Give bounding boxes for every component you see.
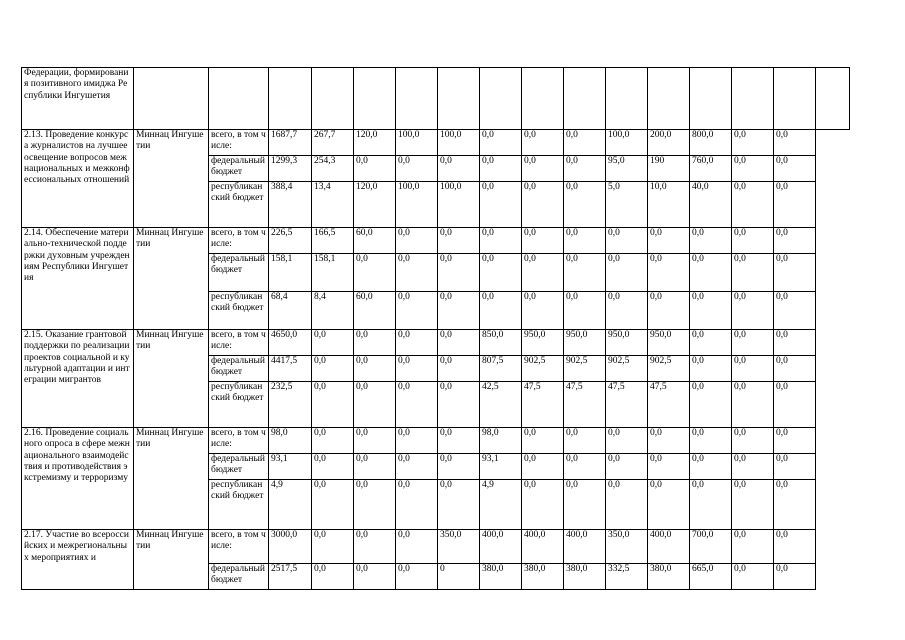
activity-name-cell: 2.13. Проведение конкурса журналистов на лучшее освещение вопросов межнациональных и межконфессиональных отношений — [22, 130, 134, 228]
value-cell: 350,0 — [606, 530, 648, 564]
value-cell: 388,4 — [269, 182, 312, 228]
value-cell — [732, 68, 774, 130]
value-cell: 0,0 — [396, 356, 438, 382]
value-cell: 0,0 — [648, 428, 690, 454]
value-cell: 0,0 — [648, 254, 690, 292]
value-cell: 0,0 — [354, 156, 396, 182]
value-cell: 0,0 — [438, 156, 480, 182]
value-cell: 0,0 — [438, 480, 480, 530]
value-cell: 2517,5 — [269, 564, 312, 590]
value-cell: 5,0 — [606, 182, 648, 228]
value-cell: 47,5 — [522, 382, 564, 428]
funding-source-cell: всего, в том числе: — [209, 428, 269, 454]
value-cell: 4,9 — [480, 480, 522, 530]
value-cell: 0,0 — [732, 254, 774, 292]
table-row — [22, 330, 850, 356]
funding-source-cell: республиканский бюджет — [209, 480, 269, 530]
value-cell — [438, 68, 480, 130]
value-cell: 60,0 — [354, 292, 396, 330]
value-cell: 400,0 — [480, 530, 522, 564]
value-cell: 0,0 — [312, 530, 354, 564]
value-cell: 0,0 — [732, 330, 774, 356]
value-cell — [312, 68, 354, 130]
value-cell: 0,0 — [774, 130, 816, 156]
value-cell: 0,0 — [522, 254, 564, 292]
executor-cell: Миннац Ингушетии — [134, 330, 209, 428]
value-cell: 232,5 — [269, 382, 312, 428]
value-cell: 0,0 — [438, 382, 480, 428]
value-cell: 0,0 — [774, 254, 816, 292]
value-cell: 0,0 — [396, 530, 438, 564]
table-row — [22, 228, 850, 254]
value-cell: 8,4 — [312, 292, 354, 330]
value-cell: 0,0 — [396, 330, 438, 356]
value-cell: 120,0 — [354, 182, 396, 228]
value-cell: 47,5 — [564, 382, 606, 428]
value-cell: 13,4 — [312, 182, 354, 228]
value-cell: 93,1 — [269, 454, 312, 480]
value-cell: 100,0 — [396, 130, 438, 156]
executor-cell: Миннац Ингушетии — [134, 530, 209, 590]
value-cell: 0,0 — [522, 130, 564, 156]
value-cell: 0,0 — [312, 382, 354, 428]
value-cell: 400,0 — [564, 530, 606, 564]
value-cell: 0,0 — [732, 228, 774, 254]
value-cell: 0,0 — [732, 156, 774, 182]
value-cell: 0,0 — [732, 292, 774, 330]
value-cell: 0 — [438, 564, 480, 590]
table-row — [22, 130, 850, 156]
value-cell: 0,0 — [564, 182, 606, 228]
value-cell: 100,0 — [438, 130, 480, 156]
value-cell: 950,0 — [606, 330, 648, 356]
value-cell: 0,0 — [774, 356, 816, 382]
funding-source-cell: федеральный бюджет — [209, 156, 269, 182]
value-cell: 380,0 — [480, 564, 522, 590]
value-cell: 42,5 — [480, 382, 522, 428]
funding-source-cell: республиканский бюджет — [209, 182, 269, 228]
value-cell: 0,0 — [438, 228, 480, 254]
value-cell — [522, 68, 564, 130]
value-cell: 0,0 — [480, 130, 522, 156]
value-cell: 1687,7 — [269, 130, 312, 156]
value-cell: 0,0 — [396, 454, 438, 480]
value-cell: 0,0 — [732, 564, 774, 590]
value-cell: 100,0 — [606, 130, 648, 156]
value-cell: 0,0 — [690, 330, 732, 356]
value-cell: 0,0 — [606, 228, 648, 254]
value-cell: 0,0 — [438, 356, 480, 382]
budget-table — [21, 67, 850, 590]
value-cell: 200,0 — [648, 130, 690, 156]
value-cell: 0,0 — [564, 130, 606, 156]
executor-cell: Миннац Ингушетии — [134, 130, 209, 228]
value-cell: 0,0 — [648, 292, 690, 330]
activity-name-cell: 2.15. Оказание грантовой поддержки по реализации проектов социальной и культурной адаптации и интеграции мигрантов — [22, 330, 134, 428]
value-cell: 190 — [648, 156, 690, 182]
value-cell: 380,0 — [648, 564, 690, 590]
value-cell: 0,0 — [354, 454, 396, 480]
value-cell: 0,0 — [522, 454, 564, 480]
value-cell: 226,5 — [269, 228, 312, 254]
value-cell: 0,0 — [354, 480, 396, 530]
value-cell: 902,5 — [606, 356, 648, 382]
value-cell: 902,5 — [648, 356, 690, 382]
value-cell: 68,4 — [269, 292, 312, 330]
value-cell — [816, 68, 850, 130]
value-cell: 0,0 — [774, 530, 816, 564]
value-cell: 400,0 — [522, 530, 564, 564]
value-cell: 0,0 — [480, 182, 522, 228]
value-cell: 950,0 — [564, 330, 606, 356]
value-cell: 850,0 — [480, 330, 522, 356]
value-cell: 4,9 — [269, 480, 312, 530]
value-cell: 98,0 — [480, 428, 522, 454]
value-cell: 350,0 — [438, 530, 480, 564]
funding-source-cell: всего, в том числе: — [209, 228, 269, 254]
value-cell: 665,0 — [690, 564, 732, 590]
value-cell: 100,0 — [438, 182, 480, 228]
value-cell: 158,1 — [312, 254, 354, 292]
value-cell: 0,0 — [732, 130, 774, 156]
value-cell: 0,0 — [480, 156, 522, 182]
value-cell: 4417,5 — [269, 356, 312, 382]
funding-source-cell: всего, в том числе: — [209, 330, 269, 356]
value-cell: 0,0 — [774, 156, 816, 182]
value-cell: 0,0 — [354, 330, 396, 356]
funding-source-cell: федеральный бюджет — [209, 356, 269, 382]
value-cell — [269, 68, 312, 130]
value-cell: 0,0 — [354, 530, 396, 564]
value-cell: 807,5 — [480, 356, 522, 382]
funding-source-cell: федеральный бюджет — [209, 254, 269, 292]
value-cell: 0,0 — [312, 330, 354, 356]
value-cell: 0,0 — [774, 292, 816, 330]
value-cell: 0,0 — [312, 564, 354, 590]
value-cell: 0,0 — [522, 292, 564, 330]
value-cell: 0,0 — [396, 156, 438, 182]
value-cell: 267,7 — [312, 130, 354, 156]
value-cell: 0,0 — [354, 356, 396, 382]
value-cell: 0,0 — [396, 428, 438, 454]
value-cell: 40,0 — [690, 182, 732, 228]
value-cell: 902,5 — [522, 356, 564, 382]
value-cell: 0,0 — [438, 428, 480, 454]
value-cell: 0,0 — [564, 228, 606, 254]
value-cell: 158,1 — [269, 254, 312, 292]
value-cell: 0,0 — [690, 292, 732, 330]
value-cell: 0,0 — [438, 254, 480, 292]
value-cell: 0,0 — [732, 356, 774, 382]
value-cell: 902,5 — [564, 356, 606, 382]
value-cell: 400,0 — [648, 530, 690, 564]
value-cell: 0,0 — [732, 454, 774, 480]
value-cell: 0,0 — [690, 480, 732, 530]
value-cell: 0,0 — [606, 454, 648, 480]
activity-name-cell: 2.16. Проведение социального опроса в сфере межнационального взаимодействия и противодействия экстремизму и терроризму — [22, 428, 134, 530]
value-cell: 0,0 — [732, 480, 774, 530]
value-cell: 0,0 — [438, 454, 480, 480]
value-cell: 0,0 — [522, 228, 564, 254]
value-cell — [690, 68, 732, 130]
value-cell: 1299,3 — [269, 156, 312, 182]
value-cell: 0,0 — [522, 428, 564, 454]
value-cell: 760,0 — [690, 156, 732, 182]
value-cell: 0,0 — [312, 428, 354, 454]
funding-source-cell: федеральный бюджет — [209, 454, 269, 480]
value-cell: 0,0 — [606, 480, 648, 530]
activity-name-cell: Федерации, формирования позитивного имиджа Республики Ингушетия — [22, 68, 134, 130]
value-cell: 47,5 — [648, 382, 690, 428]
value-cell: 166,5 — [312, 228, 354, 254]
activity-name-cell: 2.14. Обеспечение материально-технической поддержки духовным учреждениям Республики Ингушетия — [22, 228, 134, 330]
value-cell: 0,0 — [690, 454, 732, 480]
value-cell — [354, 68, 396, 130]
value-cell — [396, 68, 438, 130]
value-cell: 0,0 — [732, 382, 774, 428]
executor-cell: Миннац Ингушетии — [134, 428, 209, 530]
value-cell: 950,0 — [522, 330, 564, 356]
value-cell: 0,0 — [396, 382, 438, 428]
value-cell: 0,0 — [774, 182, 816, 228]
funding-source-cell: республиканский бюджет — [209, 382, 269, 428]
value-cell: 0,0 — [564, 292, 606, 330]
value-cell: 380,0 — [564, 564, 606, 590]
value-cell: 100,0 — [396, 182, 438, 228]
value-cell: 95,0 — [606, 156, 648, 182]
funding-source-cell: республиканский бюджет — [209, 292, 269, 330]
activity-name-cell: 2.17. Участие во всероссийских и межрегиональных мероприятиях и — [22, 530, 134, 590]
executor-cell — [134, 68, 209, 130]
table-row — [22, 530, 850, 564]
value-cell: 120,0 — [354, 130, 396, 156]
value-cell: 0,0 — [732, 428, 774, 454]
value-cell: 0,0 — [690, 254, 732, 292]
value-cell: 0,0 — [564, 428, 606, 454]
value-cell: 0,0 — [732, 182, 774, 228]
value-cell: 0,0 — [312, 454, 354, 480]
value-cell: 93,1 — [480, 454, 522, 480]
value-cell: 0,0 — [564, 254, 606, 292]
value-cell: 0,0 — [480, 292, 522, 330]
value-cell: 380,0 — [522, 564, 564, 590]
value-cell: 0,0 — [690, 428, 732, 454]
value-cell: 0,0 — [522, 156, 564, 182]
value-cell: 0,0 — [522, 182, 564, 228]
value-cell: 0,0 — [396, 228, 438, 254]
value-cell: 0,0 — [774, 428, 816, 454]
value-cell: 47,5 — [606, 382, 648, 428]
value-cell: 0,0 — [396, 564, 438, 590]
value-cell: 950,0 — [648, 330, 690, 356]
value-cell: 0,0 — [648, 480, 690, 530]
value-cell: 800,0 — [690, 130, 732, 156]
value-cell: 0,0 — [774, 480, 816, 530]
value-cell: 0,0 — [480, 254, 522, 292]
value-cell: 0,0 — [354, 254, 396, 292]
value-cell: 0,0 — [648, 454, 690, 480]
value-cell — [774, 68, 816, 130]
value-cell: 0,0 — [606, 428, 648, 454]
executor-cell: Миннац Ингушетии — [134, 228, 209, 330]
value-cell — [480, 68, 522, 130]
funding-source-cell: федеральный бюджет — [209, 564, 269, 590]
value-cell: 0,0 — [774, 564, 816, 590]
value-cell: 254,3 — [312, 156, 354, 182]
value-cell — [564, 68, 606, 130]
value-cell: 0,0 — [312, 356, 354, 382]
value-cell: 0,0 — [354, 428, 396, 454]
value-cell: 60,0 — [354, 228, 396, 254]
funding-source-cell: всего, в том числе: — [209, 130, 269, 156]
value-cell: 0,0 — [354, 564, 396, 590]
value-cell: 0,0 — [480, 228, 522, 254]
funding-source-cell — [209, 68, 269, 130]
value-cell: 0,0 — [774, 228, 816, 254]
value-cell: 0,0 — [564, 156, 606, 182]
value-cell: 332,5 — [606, 564, 648, 590]
value-cell: 4650,0 — [269, 330, 312, 356]
value-cell: 0,0 — [396, 254, 438, 292]
value-cell: 0,0 — [564, 454, 606, 480]
value-cell: 0,0 — [522, 480, 564, 530]
value-cell: 0,0 — [690, 228, 732, 254]
value-cell: 10,0 — [648, 182, 690, 228]
value-cell: 0,0 — [438, 330, 480, 356]
value-cell: 0,0 — [438, 292, 480, 330]
value-cell: 0,0 — [774, 454, 816, 480]
value-cell: 3000,0 — [269, 530, 312, 564]
value-cell: 0,0 — [564, 480, 606, 530]
value-cell: 0,0 — [354, 382, 396, 428]
value-cell: 0,0 — [606, 292, 648, 330]
value-cell: 0,0 — [732, 530, 774, 564]
value-cell: 98,0 — [269, 428, 312, 454]
funding-source-cell: всего, в том числе: — [209, 530, 269, 564]
value-cell: 0,0 — [774, 382, 816, 428]
value-cell: 0,0 — [606, 254, 648, 292]
value-cell: 0,0 — [648, 228, 690, 254]
value-cell: 0,0 — [396, 292, 438, 330]
table-row — [22, 68, 850, 130]
value-cell — [606, 68, 648, 130]
table-row — [22, 428, 850, 454]
value-cell: 0,0 — [312, 480, 354, 530]
value-cell: 700,0 — [690, 530, 732, 564]
value-cell — [648, 68, 690, 130]
value-cell: 0,0 — [690, 356, 732, 382]
value-cell: 0,0 — [690, 382, 732, 428]
value-cell: 0,0 — [774, 330, 816, 356]
value-cell: 0,0 — [396, 480, 438, 530]
